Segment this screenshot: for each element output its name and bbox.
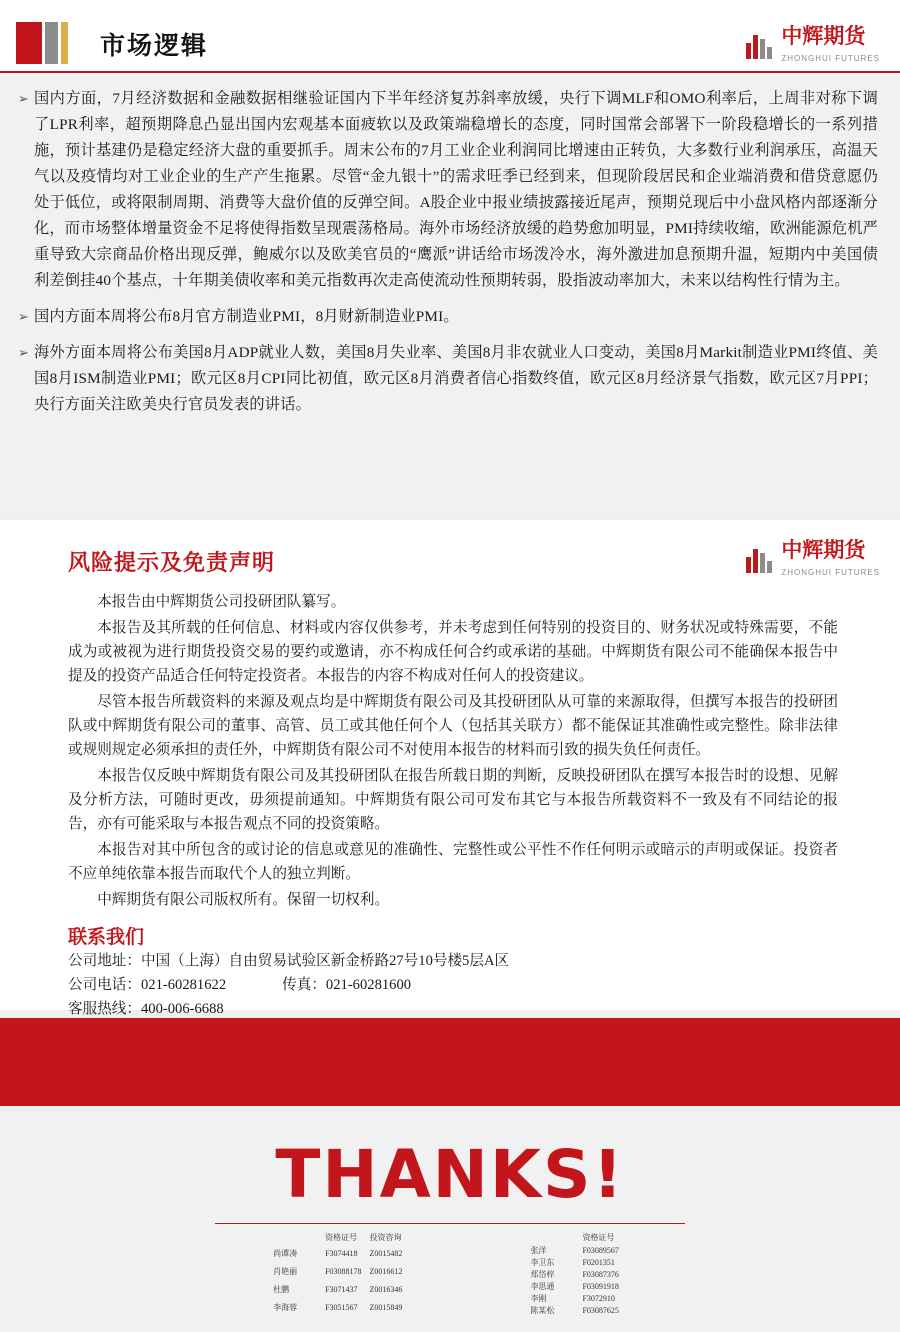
staff-col-qualification: 资格证号: [582, 1233, 615, 1242]
section-header: [0, 0, 900, 72]
thanks-heading: THANKS!: [275, 1136, 625, 1213]
page-title: 市场逻辑: [100, 31, 209, 60]
header-divider: [0, 71, 900, 73]
bullet-arrow-icon: ➢: [18, 345, 29, 360]
table-row: [530, 1245, 626, 1257]
header-bars-icon: [16, 22, 71, 64]
staff-name: 李思通: [530, 1282, 555, 1291]
contact-address-value: 中国（上海）自由贸易试验区新金桥路27号10号楼5层A区: [140, 953, 510, 969]
disclaimer-paragraph: 本报告及其所载的任何信息、材料或内容仅供参考，并未考虑到任何特别的投资目的、财务状况或特殊需要，不能成为或被视为进行期货投资交易的要约或邀请，亦不构成任何合约或承诺的基础。中辉期货有限公司不能确保本报告中提及的投资产品适合任何特定投资者。本报告的内容不构成对任何人的投资建议。: [68, 620, 838, 684]
logo-bars-icon: [746, 547, 774, 573]
table-row: [273, 1299, 410, 1317]
staff-qualification: F03091918: [582, 1282, 619, 1291]
market-logic-section: [0, 0, 900, 512]
staff-name: 杜鹏: [273, 1285, 290, 1294]
logo-name-en: ZHONGHUI FUTURES: [781, 54, 880, 63]
staff-table-right: [530, 1232, 626, 1317]
table-row: [273, 1245, 410, 1263]
red-band: [0, 1018, 900, 1106]
staff-table-left: [273, 1232, 410, 1317]
contact-fax-value: 021-60281600: [325, 977, 412, 993]
contact-address-label: 公司地址：: [68, 953, 141, 969]
disclaimer-body: [68, 590, 838, 1021]
table-row: [530, 1293, 626, 1305]
logo-name-cn: 中辉期货: [781, 24, 866, 48]
contact-phone-line: [68, 973, 838, 997]
staff-col-consulting: 投资咨询: [369, 1233, 402, 1242]
staff-name: 李刚: [530, 1294, 547, 1303]
contact-phone-label: 公司电话：: [68, 977, 141, 993]
contact-phone-value: 021-60281622: [140, 977, 227, 993]
staff-consulting: Z0016346: [369, 1285, 403, 1294]
staff-qualification: F3071437: [325, 1285, 358, 1294]
staff-qualification: F03089567: [582, 1246, 619, 1255]
bullet-item: [18, 86, 878, 294]
logo-bars-icon: [746, 33, 774, 59]
table-row: [530, 1281, 626, 1293]
staff-qualification: F3051567: [325, 1303, 358, 1312]
bullet-item: [18, 340, 878, 418]
staff-name: 尚谭凑: [273, 1249, 298, 1258]
disclaimer-paragraph: 本报告由中辉期货公司投研团队纂写。: [97, 594, 346, 610]
disclaimer-paragraph: 尽管本报告所载资料的来源及观点均是中辉期货有限公司及其投研团队从可靠的来源取得，但撰写本报告的投研团队或中辉期货有限公司的董事、高管、员工或其他任何个人（包括其关联方）都不能保证其准确性或完整性。除非法律或规则规定必须承担的责任外，中辉期货有限公司不对使用本报告的材料而引致的损失负任何责任。: [68, 694, 838, 758]
disclaimer-paragraph: 本报告对其中所包含的或讨论的信息或意见的准确性、完整性或公平性不作任何明示或暗示的声明或保证。投资者不应单纯依靠本报告而取代个人的独立判断。: [68, 842, 838, 882]
staff-qualification: F03087376: [582, 1270, 619, 1279]
thanks-divider: [215, 1223, 685, 1224]
contact-fax-label: 传真：: [282, 977, 326, 993]
table-row: [530, 1305, 626, 1317]
bullet-arrow-icon: ➢: [18, 309, 29, 324]
staff-col-name: [530, 1232, 582, 1245]
staff-col-qualification: 资格证号: [325, 1233, 358, 1242]
market-logic-body: [0, 72, 900, 418]
staff-name: 李卫东: [530, 1258, 555, 1267]
logo-name-cn: 中辉期货: [781, 538, 866, 562]
bullet-item: [18, 304, 878, 330]
staff-name: 肖艳丽: [273, 1267, 298, 1276]
table-row: [530, 1257, 626, 1269]
contact-address-line: [68, 949, 838, 973]
staff-name: 郑岱梓: [530, 1270, 555, 1279]
disclaimer-section: [0, 520, 900, 1017]
staff-name: 李海蓉: [273, 1303, 298, 1312]
thanks-section: [0, 1112, 900, 1332]
staff-col-name: [273, 1232, 325, 1245]
disclaimer-paragraph: 中辉期货有限公司版权所有。保留一切权利。: [97, 892, 390, 908]
company-logo: [746, 540, 880, 580]
contact-hotline-value: 400-006-6688: [140, 1001, 224, 1017]
disclaimer-title: 风险提示及免责声明: [68, 551, 276, 576]
staff-qualification: F03088178: [325, 1267, 362, 1276]
table-row: [273, 1263, 410, 1281]
staff-consulting: Z0015482: [369, 1249, 403, 1258]
staff-qualification: F03087625: [582, 1306, 619, 1315]
staff-name: 张洋: [530, 1246, 547, 1255]
staff-qualification: F3072910: [582, 1294, 615, 1303]
table-row: [530, 1269, 626, 1281]
staff-qualification: F0201351: [582, 1258, 615, 1267]
staff-consulting: Z0015849: [369, 1303, 403, 1312]
staff-name: 陈某松: [530, 1306, 555, 1315]
bullet-text: 海外方面本周将公布美国8月ADP就业人数，美国8月失业率、美国8月非农就业人口变动，美国8月Markit制造业PMI终值、美国8月ISM制造业PMI；欧元区8月CPI同比初值，欧元区8月消费者信心指数终值，欧元区8月经济景气指数，欧元区7月PPI；央行方面关注欧美央行官员发表的讲话。: [34, 344, 878, 413]
staff-consulting: Z0016612: [369, 1267, 403, 1276]
contact-title: 联系我们: [68, 926, 145, 948]
disclaimer-paragraph: 本报告仅反映中辉期货有限公司及其投研团队在报告所载日期的判断，反映投研团队在撰写本报告时的设想、见解及分析方法，可随时更改，毋须提前通知。中辉期货有限公司可发布其它与本报告所载资料不一致及有不同结论的报告，亦有可能采取与本报告观点不同的投资策略。: [68, 768, 838, 832]
bullet-arrow-icon: ➢: [18, 91, 29, 106]
contact-hotline-label: 客服热线：: [68, 1001, 141, 1017]
table-row: [273, 1281, 410, 1299]
staff-qualification: F3074418: [325, 1249, 358, 1258]
bullet-text: 国内方面，7月经济数据和金融数据相继验证国内下半年经济复苏斜率放缓，央行下调MLF和OMO利率后，上周非对称下调了LPR利率，超预期降息凸显出国内宏观基本面疲软以及政策端稳增长的态度，同时国常会部署下一阶段稳增长的一系列措施，预计基建仍是稳定经济大盘的重要抓手。周末公布的7月工业企业利润同比增速由正转负，大多数行业利润承压，高温天气以及疫情均对工业企业的生产产生拖累。尽管“金九银十”的需求旺季已经到来，但现阶段居民和企业端消费和借贷意愿仍处于低位，或将限制周期、消费等大盘价值的反弹空间。A股企业中报业绩披露接近尾声，预期兑现后中小盘风格内部逐渐分化，而市场整体增量资金不足将使得指数呈现震荡格局。海外市场经济放缓的趋势愈加明显，PMI持续收缩，欧洲能源危机严重导致大宗商品价格出现反弹，鲍威尔以及欧美官员的“鹰派”讲话给市场泼冷水，海外激进加息预期升温，短期内中美国债利差倒挂40个基点，十年期美债收率和美元指数再次走高使流动性预期转弱，股指波动率加大，未来以结构性行情为主。: [34, 90, 878, 289]
staff-table: [0, 1232, 900, 1317]
company-logo: [746, 26, 880, 66]
bullet-text: 国内方面本周将公布8月官方制造业PMI，8月财新制造业PMI。: [34, 308, 459, 325]
logo-name-en: ZHONGHUI FUTURES: [781, 568, 880, 577]
